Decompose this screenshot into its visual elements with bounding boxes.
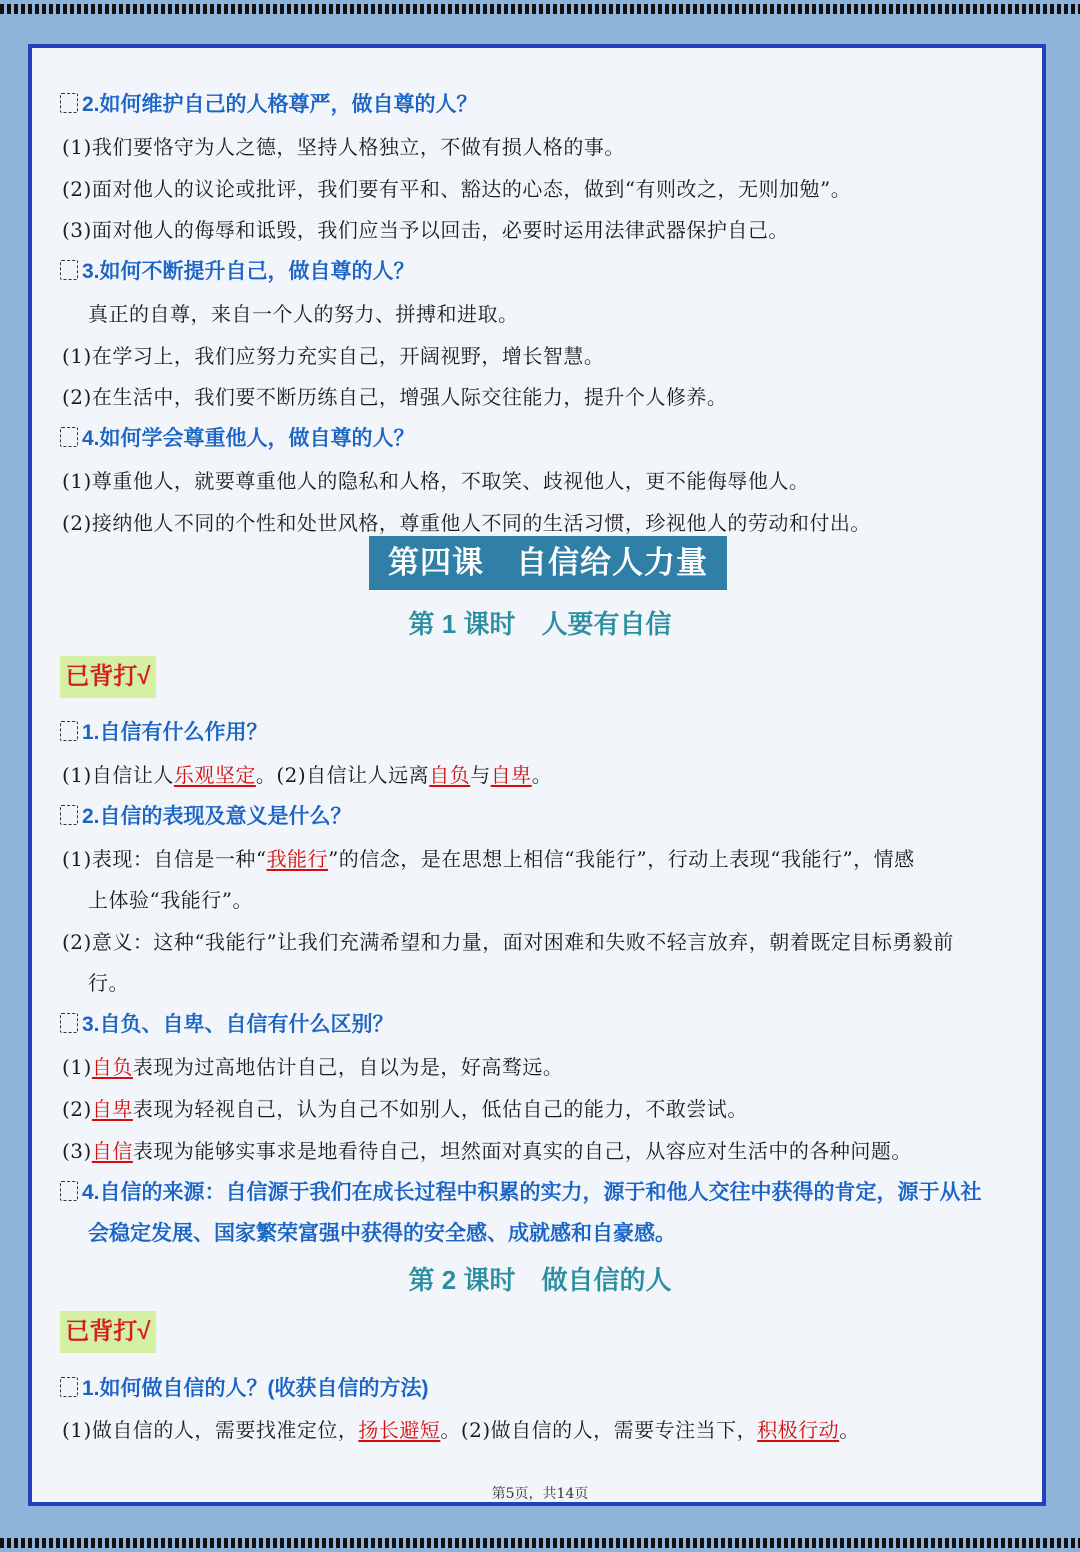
top-dashed-border (0, 4, 1080, 14)
question-heading-continued: 会稳定发展、国家繁荣富强中获得的安全感、成就感和自豪感。 (88, 1222, 676, 1245)
answer-line: (1)尊重他人，就要尊重他人的隐私和人格，不取笑、歧视他人，更不能侮辱他人。 (62, 469, 810, 493)
answer-line: (2)意义：这种“我能行”让我们充满希望和力量，面对困难和失败不轻言放弃，朝着既定目标勇毅前 (62, 930, 954, 954)
keyword: 自负 (429, 763, 471, 787)
answer-line: (1)在学习上，我们应努力充实自己，开阔视野，增长智慧。 (62, 344, 605, 368)
page-number: 第5页，共14页 (491, 1486, 589, 1502)
answer-line: (1)表现：自信是一种“我能行”的信念，是在思想上相信“我能行”，行动上表现“我能行”，情感 (62, 847, 915, 871)
checkbox-icon[interactable] (60, 805, 78, 825)
checkbox-icon[interactable] (60, 721, 78, 741)
answer-line: 上体验“我能行”。 (88, 888, 253, 912)
answer-line: 行。 (88, 971, 129, 995)
keyword: 乐观坚定 (173, 763, 256, 787)
checkbox-icon[interactable] (60, 93, 78, 113)
answer-line: (1)自信让人乐观坚定。(2)自信让人远离自负与自卑。 (62, 763, 553, 787)
answer-line: (3)自信表现为能够实事求是地看待自己，坦然面对真实的自己，从容应对生活中的各种问题。 (62, 1139, 912, 1163)
checkbox-icon[interactable] (60, 1013, 78, 1033)
keyword: 扬长避短 (358, 1418, 441, 1442)
memorized-badge: 已背打√ (60, 656, 156, 698)
answer-line: (1)我们要恪守为人之德，坚持人格独立，不做有损人格的事。 (62, 135, 625, 159)
lesson-title: 第四课 自信给人力量 (369, 536, 727, 590)
question-heading: 2.自信的表现及意义是什么？ (60, 800, 352, 830)
answer-line: (3)面对他人的侮辱和诋毁，我们应当予以回击，必要时运用法律武器保护自己。 (62, 218, 789, 242)
answer-line: (1)做自信的人，需要找准定位，扬长避短。(2)做自信的人，需要专注当下，积极行动。 (62, 1418, 860, 1442)
keyword: 我能行 (266, 847, 329, 871)
answer-line: (1)自负表现为过高地估计自己，自以为是，好高骛远。 (62, 1055, 564, 1079)
question-heading: 3.如何不断提升自己，做自尊的人？ (60, 255, 415, 285)
answer-line: (2)自卑表现为轻视自己，认为自己不如别人，低估自己的能力，不敢尝试。 (62, 1097, 748, 1121)
period-title: 第 2 课时 做自信的人 (408, 1265, 672, 1295)
question-heading: 1.自信有什么作用？ (60, 716, 268, 746)
keyword: 自负 (91, 1055, 133, 1079)
keyword: 自信 (91, 1139, 133, 1163)
keyword: 自卑 (490, 763, 532, 787)
answer-line: (2)在生活中，我们要不断历练自己，增强人际交往能力，提升个人修养。 (62, 385, 728, 409)
checkbox-icon[interactable] (60, 1377, 78, 1397)
question-heading: 4.自信的来源：自信源于我们在成长过程中积累的实力，源于和他人交往中获得的肯定，源于从社 (60, 1176, 982, 1206)
question-heading: 3.自负、自卑、自信有什么区别？ (60, 1008, 394, 1038)
answer-line: 真正的自尊，来自一个人的努力、拼搏和进取。 (88, 302, 519, 326)
checkbox-icon[interactable] (60, 1181, 78, 1201)
question-heading: 4.如何学会尊重他人，做自尊的人？ (60, 422, 415, 452)
question-heading: 1.如何做自信的人？(收获自信的方法) (60, 1372, 429, 1402)
keyword: 积极行动 (757, 1418, 840, 1442)
answer-line: (2)面对他人的议论或批评，我们要有平和、豁达的心态，做到“有则改之，无则加勉”。 (62, 177, 852, 201)
checkbox-icon[interactable] (60, 427, 78, 447)
checkbox-icon[interactable] (60, 260, 78, 280)
keyword: 自卑 (91, 1097, 133, 1121)
memorized-badge: 已背打√ (60, 1311, 156, 1353)
bottom-dashed-border (0, 1538, 1080, 1548)
answer-line: (2)接纳他人不同的个性和处世风格，尊重他人不同的生活习惯，珍视他人的劳动和付出。 (62, 511, 871, 535)
period-title: 第 1 课时 人要有自信 (408, 609, 672, 639)
question-heading: 2.如何维护自己的人格尊严，做自尊的人？ (60, 88, 478, 118)
